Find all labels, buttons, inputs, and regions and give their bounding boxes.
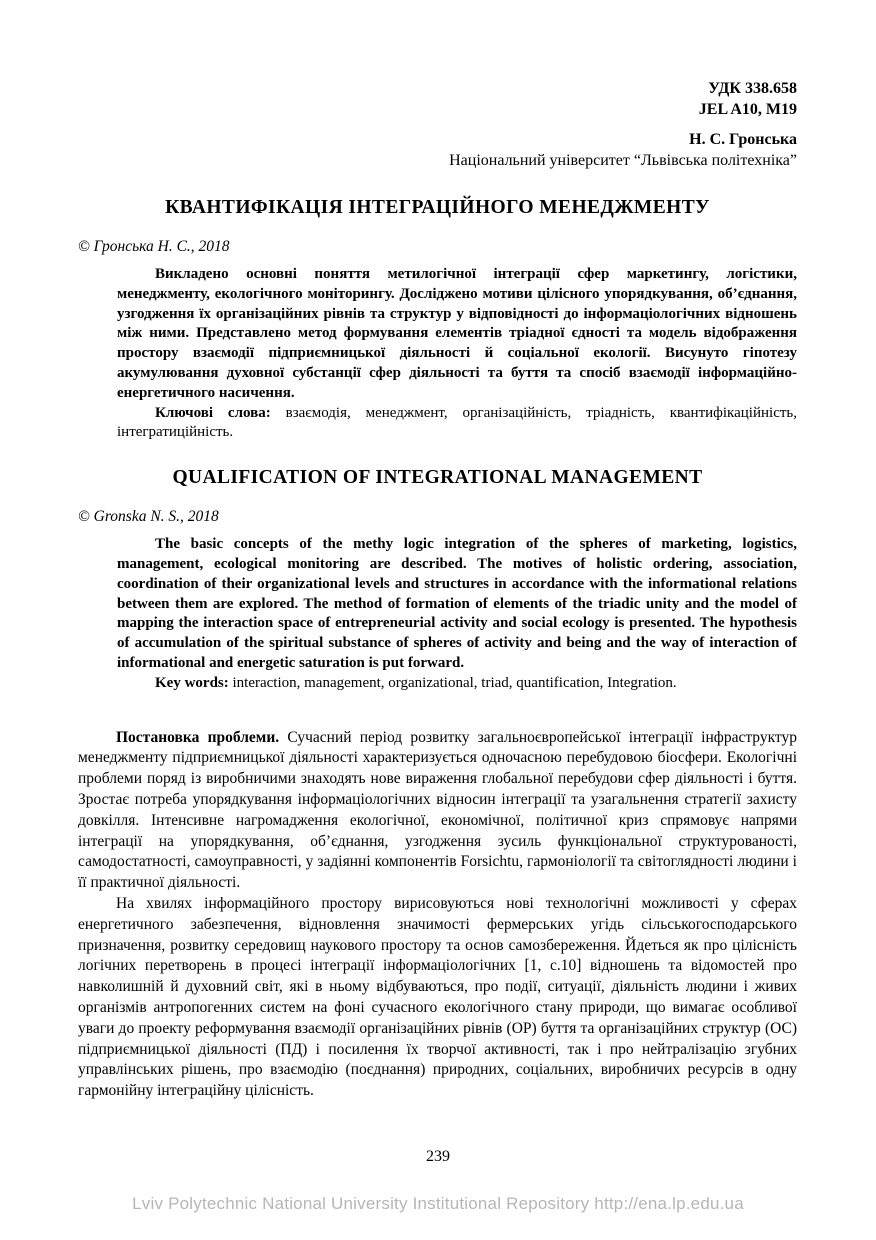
body-paragraph-2: На хвилях інформаційного простору вирисовуються нові технологічні можливості у сферах енергетичного забезпечення, відновлення значимості фермерських угідь сільськогосподарського призначення, розвитку середовищ наукового простору та основ самозбереження. Йдеться як про цілісність логічних перетворень в процесі інтеграції інформаціологічних [1, с.10] відношень та відомостей про навколишній й духовний світ, які в ньому відбуваються, про події, ситуації, діяльність людини і живих організмів антропогенних систем на фоні сучасного екологічного стану природи, що вимагає особливої уваги до проекту реформування взаємодії організаційних рівнів (ОР) буття та організаційних структур (ОС) підприємницької діяльності (ПД) і посилення їх творчої активності, так і про нейтралізацію згубних управлінських рішень, про взаємодію (поєднання) природних, соціальних, виробничих ресурсів в одну гармонійну інтеграційну цілісність. xyxy=(78,894,797,1100)
copyright-english: © Gronska N. S., 2018 xyxy=(78,508,219,526)
abstract-english xyxy=(117,535,797,693)
author-affiliation: Національний університет “Львівська політехніка” xyxy=(449,152,797,169)
udc-code: УДК 338.658 xyxy=(708,80,797,97)
author-name: Н. С. Гронська xyxy=(689,131,797,148)
abstract-ukrainian-text: Викладено основні поняття метилогічної інтеграції сфер маркетингу, логістики, менеджменту, екологічного моніторингу. Досліджено мотиви цілісного упорядкування, об’єднання, узгодження їх організаційних рівнів та структур у відповідності до інформаціологічних відношень між ними. Представлено метод формування елементів тріадної єдності та модель відображення простору взаємодії підприємницької діяльності й соціальної екології. Висунуто гіпотезу акумулювання духовної субстанції сфер діяльності та буття та спосіб взаємодії інформаційно-енергетичного насичення. xyxy=(117,266,797,401)
page-number: 239 xyxy=(426,1148,450,1165)
body-paragraph-1 xyxy=(78,728,797,894)
keywords-text-english: interaction, management, organizational, triad, quantification, Integration. xyxy=(232,674,677,691)
copyright-ukrainian: © Гронська Н. С., 2018 xyxy=(78,238,230,255)
article-body xyxy=(78,728,797,1102)
jel-code: JEL A10, M19 xyxy=(698,101,797,118)
title-ukrainian: КВАНТИФІКАЦІЯ ІНТЕГРАЦІЙНОГО МЕНЕДЖМЕНТУ xyxy=(165,197,710,218)
abstract-english-text: The basic concepts of the methy logic integration of the spheres of marketing, logistics, management, ecological monitoring are described. The motives of holistic ordering, association, coordination of their organizational levels and structures in accordance with the informational relations between them are explored. The method of formation of elements of the triadic unity and the model of mapping the interaction space of entrepreneurial activity and social ecology is presented. The hypothesis of accumulation of the spiritual substance of spheres of activity and being and the way of interaction of informational and energetic saturation is put forward. xyxy=(117,536,797,671)
paragraph-1-lead: Постановка проблеми. xyxy=(116,728,280,746)
keywords-ukrainian xyxy=(117,404,797,444)
title-english: QUALIFICATION OF INTEGRATIONAL MANAGEMENT xyxy=(172,467,703,489)
paragraph-1-text: Сучасний період розвитку загальноєвропейської інтеграції інфраструктур менеджменту підприємницької діяльності характеризується одночасною перебудовою біосфери. Екологічні проблеми поряд із виробничими знаходять нове вираження глобальної перебудови сфер діяльності і буття. Зростає потреба упорядкування інформаціологічних відносин інтеграції та узагальнення стратегії захисту довкілля. Інтенсивне нагромадження екологічної, економічної, політичної криз спрямовує напрями інтеграції на упорядкування, об’єднання, узгодження зусиль функціональної структурованості, самодостатності, самоуправності, у задіянні компонентів Forsichtu, гармоніології та світоглядності людини і її практичної діяльності. xyxy=(78,728,797,892)
keywords-english xyxy=(117,674,797,694)
abstract-ukrainian xyxy=(117,265,797,443)
keywords-label-ukrainian: Ключові слова: xyxy=(155,404,271,421)
paper-header xyxy=(78,78,797,171)
repository-footer: Lviv Polytechnic National University Institutional Repository http://ena.lp.edu.ua xyxy=(132,1194,744,1213)
keywords-label-english: Key words: xyxy=(155,674,229,691)
keywords-text-ukrainian: взаємодія, менеджмент, організаційність, тріадність, квантифікаційність, інтегратиційність. xyxy=(117,404,797,441)
